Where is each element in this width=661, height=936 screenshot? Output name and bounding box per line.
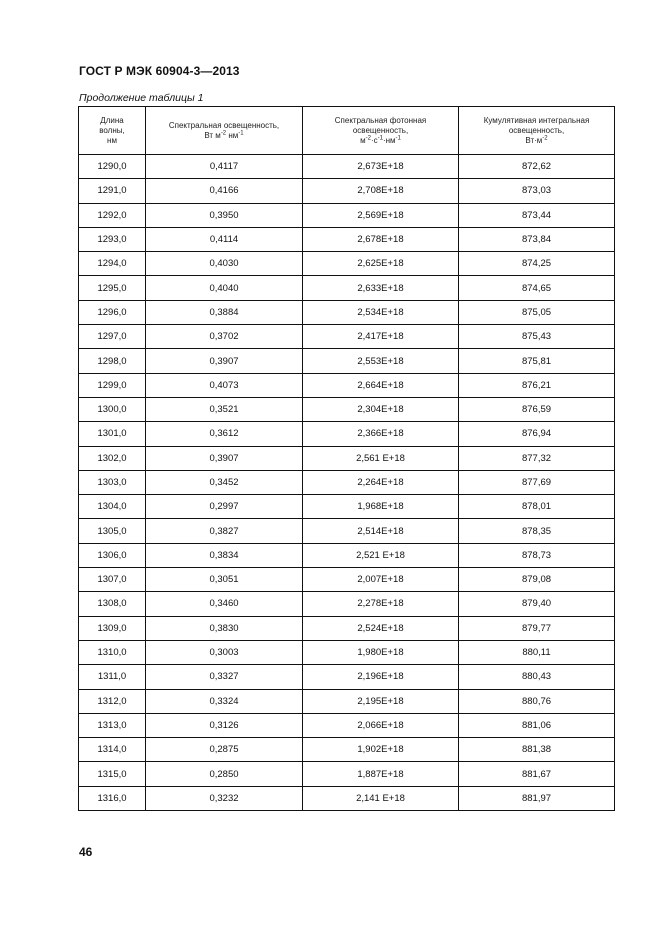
photon-irradiance-cell: 2,561 E+18 — [303, 446, 459, 470]
header-wavelength — [79, 107, 146, 155]
spectral-irradiance-cell: 0,3327 — [146, 665, 303, 689]
table-row — [79, 689, 615, 713]
wavelength-cell: 1303,0 — [79, 470, 146, 494]
photon-irradiance-cell: 2,678E+18 — [303, 227, 459, 251]
spectral-irradiance-cell: 0,4040 — [146, 276, 303, 300]
photon-irradiance-cell: 2,708E+18 — [303, 179, 459, 203]
cumulative-irradiance-cell: 876,94 — [459, 422, 615, 446]
table-body — [79, 155, 615, 811]
photon-irradiance-cell: 2,521 E+18 — [303, 543, 459, 567]
wavelength-cell: 1315,0 — [79, 762, 146, 786]
header-cumulative-irradiance-unit — [459, 136, 614, 146]
table-row — [79, 227, 615, 251]
table-row — [79, 203, 615, 227]
wavelength-cell: 1314,0 — [79, 738, 146, 762]
header-photon-irradiance — [303, 107, 459, 155]
wavelength-cell: 1311,0 — [79, 665, 146, 689]
wavelength-cell: 1291,0 — [79, 179, 146, 203]
cumulative-irradiance-cell: 879,40 — [459, 592, 615, 616]
spectral-irradiance-cell: 0,3884 — [146, 300, 303, 324]
wavelength-cell: 1312,0 — [79, 689, 146, 713]
unit-base: ·с — [370, 135, 378, 145]
photon-irradiance-cell: 2,278E+18 — [303, 592, 459, 616]
cumulative-irradiance-cell: 877,32 — [459, 446, 615, 470]
table-row — [79, 786, 615, 810]
spectral-irradiance-cell: 0,3324 — [146, 689, 303, 713]
header-cumulative-irradiance — [459, 107, 615, 155]
unit-exponent: -2 — [542, 134, 548, 141]
header-cumulative-irradiance-line1: Кумулятивная интегральная — [483, 115, 590, 125]
spectral-irradiance-cell: 0,3830 — [146, 616, 303, 640]
document-header: ГОСТ Р МЭК 60904-3—2013 — [79, 64, 240, 78]
spectral-irradiance-cell: 0,4030 — [146, 252, 303, 276]
photon-irradiance-cell: 2,366E+18 — [303, 422, 459, 446]
photon-irradiance-cell: 2,304E+18 — [303, 397, 459, 421]
unit-exponent: -1 — [238, 129, 244, 136]
unit-exponent: -2 — [365, 134, 371, 141]
photon-irradiance-cell: 2,553E+18 — [303, 349, 459, 373]
table-head — [79, 107, 615, 155]
cumulative-irradiance-cell: 878,35 — [459, 519, 615, 543]
photon-irradiance-cell: 1,968E+18 — [303, 495, 459, 519]
cumulative-irradiance-cell: 875,43 — [459, 325, 615, 349]
unit-exponent: -1 — [377, 134, 383, 141]
cumulative-irradiance-cell: 872,62 — [459, 155, 615, 179]
header-photon-irradiance-line1: Спектральная фотонная — [334, 115, 427, 125]
cumulative-irradiance-cell: 878,73 — [459, 543, 615, 567]
wavelength-cell: 1292,0 — [79, 203, 146, 227]
table-row — [79, 713, 615, 737]
cumulative-irradiance-cell: 873,44 — [459, 203, 615, 227]
wavelength-cell: 1310,0 — [79, 640, 146, 664]
spectral-irradiance-cell: 0,3827 — [146, 519, 303, 543]
unit-exponent: -1 — [395, 134, 401, 141]
table-row — [79, 446, 615, 470]
cumulative-irradiance-cell: 881,06 — [459, 713, 615, 737]
table-row — [79, 300, 615, 324]
header-row — [79, 107, 615, 155]
wavelength-cell: 1301,0 — [79, 422, 146, 446]
photon-irradiance-cell: 1,902E+18 — [303, 738, 459, 762]
wavelength-cell: 1297,0 — [79, 325, 146, 349]
cumulative-irradiance-cell: 876,59 — [459, 397, 615, 421]
header-spectral-irradiance — [146, 107, 303, 155]
photon-irradiance-cell: 2,673E+18 — [303, 155, 459, 179]
unit-exponent: -2 — [220, 129, 227, 136]
table-row — [79, 252, 615, 276]
header-wavelength-line1: Длина — [100, 115, 124, 125]
spectral-irradiance-cell: 0,2875 — [146, 738, 303, 762]
wavelength-cell: 1300,0 — [79, 397, 146, 421]
spectral-irradiance-cell: 0,3907 — [146, 349, 303, 373]
table-row — [79, 762, 615, 786]
cumulative-irradiance-cell: 881,97 — [459, 786, 615, 810]
cumulative-irradiance-cell: 877,69 — [459, 470, 615, 494]
spectral-irradiance-cell: 0,4073 — [146, 373, 303, 397]
spectral-irradiance-cell: 0,4166 — [146, 179, 303, 203]
photon-irradiance-cell: 2,625E+18 — [303, 252, 459, 276]
spectral-irradiance-cell: 0,3907 — [146, 446, 303, 470]
header-spectral-irradiance-unit — [146, 131, 302, 141]
wavelength-cell: 1308,0 — [79, 592, 146, 616]
photon-irradiance-cell: 2,066E+18 — [303, 713, 459, 737]
cumulative-irradiance-cell: 874,25 — [459, 252, 615, 276]
photon-irradiance-cell: 2,569E+18 — [303, 203, 459, 227]
wavelength-cell: 1296,0 — [79, 300, 146, 324]
wavelength-cell: 1306,0 — [79, 543, 146, 567]
cumulative-irradiance-cell: 879,77 — [459, 616, 615, 640]
table-row — [79, 665, 615, 689]
cumulative-irradiance-cell: 875,05 — [459, 300, 615, 324]
unit-base: ·нм — [382, 135, 396, 145]
spectral-irradiance-cell: 0,4114 — [146, 227, 303, 251]
photon-irradiance-cell: 2,633E+18 — [303, 276, 459, 300]
cumulative-irradiance-cell: 874,65 — [459, 276, 615, 300]
header-photon-irradiance-unit — [303, 136, 458, 146]
table-row — [79, 422, 615, 446]
spectral-irradiance-cell: 0,3003 — [146, 640, 303, 664]
wavelength-cell: 1305,0 — [79, 519, 146, 543]
photon-irradiance-cell: 2,196E+18 — [303, 665, 459, 689]
table-row — [79, 616, 615, 640]
photon-irradiance-cell: 2,514E+18 — [303, 519, 459, 543]
photon-irradiance-cell: 2,664E+18 — [303, 373, 459, 397]
spectral-irradiance-cell: 0,3950 — [146, 203, 303, 227]
page-number: 46 — [79, 845, 93, 859]
cumulative-irradiance-cell: 880,76 — [459, 689, 615, 713]
spectral-irradiance-cell: 0,3521 — [146, 397, 303, 421]
cumulative-irradiance-cell: 880,43 — [459, 665, 615, 689]
table-row — [79, 373, 615, 397]
table-row — [79, 543, 615, 567]
cumulative-irradiance-cell: 875,81 — [459, 349, 615, 373]
table-row — [79, 397, 615, 421]
table-row — [79, 640, 615, 664]
header-spectral-irradiance-line1: Спектральная освещенность, — [168, 120, 280, 130]
header-wavelength-line2: волны, — [99, 125, 125, 135]
spectral-irradiance-cell: 0,3460 — [146, 592, 303, 616]
table-row — [79, 568, 615, 592]
header-photon-irradiance-line2: освещенность, — [352, 125, 409, 135]
cumulative-irradiance-cell: 873,84 — [459, 227, 615, 251]
photon-irradiance-cell: 2,534E+18 — [303, 300, 459, 324]
cumulative-irradiance-cell: 876,21 — [459, 373, 615, 397]
cumulative-irradiance-cell: 881,38 — [459, 738, 615, 762]
spectral-irradiance-cell: 0,4117 — [146, 155, 303, 179]
photon-irradiance-cell: 1,980E+18 — [303, 640, 459, 664]
table-row — [79, 592, 615, 616]
table-row — [79, 519, 615, 543]
table-caption: Продолжение таблицы 1 — [79, 92, 204, 104]
photon-irradiance-cell: 1,887E+18 — [303, 762, 459, 786]
wavelength-cell: 1302,0 — [79, 446, 146, 470]
photon-irradiance-cell: 2,264E+18 — [303, 470, 459, 494]
table-row — [79, 738, 615, 762]
wavelength-cell: 1295,0 — [79, 276, 146, 300]
unit-base: Вт м — [204, 130, 221, 140]
wavelength-cell: 1307,0 — [79, 568, 146, 592]
wavelength-cell: 1298,0 — [79, 349, 146, 373]
wavelength-cell: 1290,0 — [79, 155, 146, 179]
photon-irradiance-cell: 2,195E+18 — [303, 689, 459, 713]
wavelength-cell: 1299,0 — [79, 373, 146, 397]
unit-base: нм — [226, 130, 239, 140]
table-row — [79, 349, 615, 373]
wavelength-cell: 1293,0 — [79, 227, 146, 251]
spectral-irradiance-cell: 0,3452 — [146, 470, 303, 494]
spectral-irradiance-cell: 0,3232 — [146, 786, 303, 810]
wavelength-cell: 1316,0 — [79, 786, 146, 810]
table-row — [79, 179, 615, 203]
spectral-irradiance-cell: 0,3051 — [146, 568, 303, 592]
photon-irradiance-cell: 2,141 E+18 — [303, 786, 459, 810]
wavelength-cell: 1313,0 — [79, 713, 146, 737]
spectral-irradiance-cell: 0,3126 — [146, 713, 303, 737]
header-wavelength-line3: нм — [107, 135, 117, 145]
unit-base: Вт·м — [525, 135, 543, 145]
table-row — [79, 276, 615, 300]
irradiance-table — [78, 106, 615, 811]
cumulative-irradiance-cell: 878,01 — [459, 495, 615, 519]
spectral-irradiance-cell: 0,3834 — [146, 543, 303, 567]
spectral-irradiance-cell: 0,2850 — [146, 762, 303, 786]
cumulative-irradiance-cell: 880,11 — [459, 640, 615, 664]
table-row — [79, 495, 615, 519]
wavelength-cell: 1294,0 — [79, 252, 146, 276]
photon-irradiance-cell: 2,417E+18 — [303, 325, 459, 349]
table-row — [79, 325, 615, 349]
unit-base: м — [360, 135, 366, 145]
table-row — [79, 470, 615, 494]
spectral-irradiance-cell: 0,2997 — [146, 495, 303, 519]
spectral-irradiance-cell: 0,3702 — [146, 325, 303, 349]
photon-irradiance-cell: 2,007E+18 — [303, 568, 459, 592]
wavelength-cell: 1304,0 — [79, 495, 146, 519]
cumulative-irradiance-cell: 879,08 — [459, 568, 615, 592]
table-row — [79, 155, 615, 179]
cumulative-irradiance-cell: 881,67 — [459, 762, 615, 786]
photon-irradiance-cell: 2,524E+18 — [303, 616, 459, 640]
spectral-irradiance-cell: 0,3612 — [146, 422, 303, 446]
wavelength-cell: 1309,0 — [79, 616, 146, 640]
cumulative-irradiance-cell: 873,03 — [459, 179, 615, 203]
header-cumulative-irradiance-line2: освещенность, — [508, 125, 565, 135]
table-container — [78, 106, 614, 811]
